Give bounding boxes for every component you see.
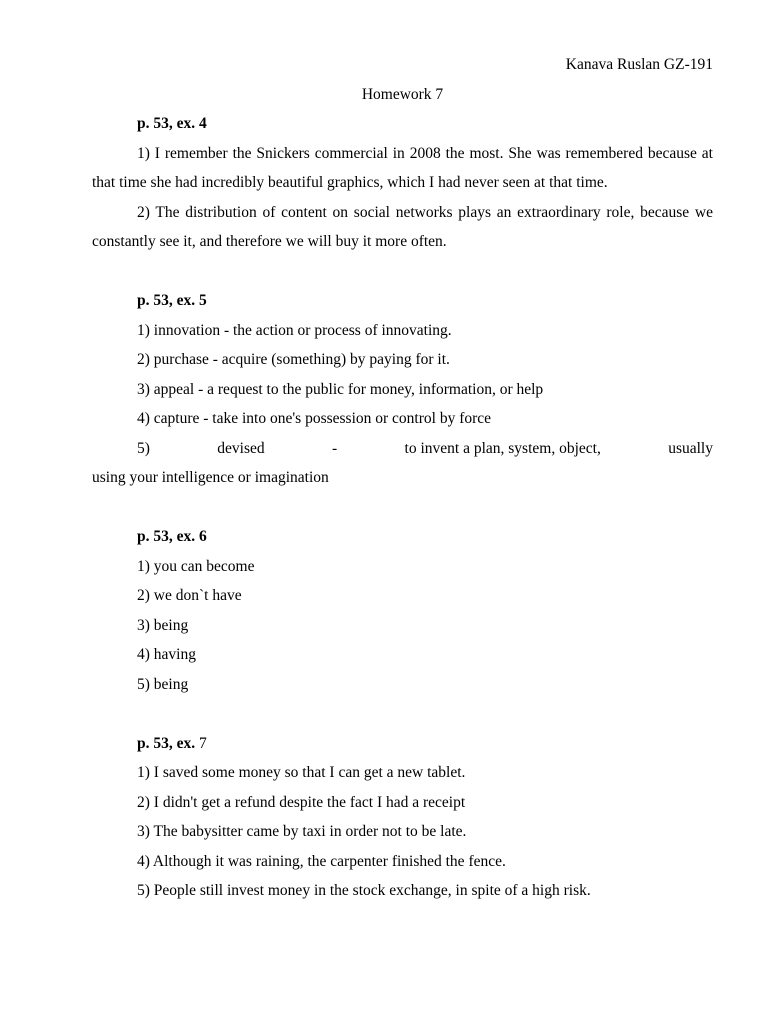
ex5-item-4: 4) capture - take into one's possession or control by force (137, 410, 492, 427)
ex7-item-3: 3) The babysitter came by taxi in order not to be late. (137, 823, 467, 840)
spacer (92, 699, 713, 729)
section-heading-ex7 (92, 729, 713, 759)
ex5-item-1: 1) innovation - the action or process of innovating. (137, 321, 452, 339)
document-title: Homework 7 (361, 85, 444, 103)
heading-ex6-page: p. 53, ex. (137, 528, 196, 545)
ex5-item-5-continuation: using your intelligence or imagination (92, 469, 329, 486)
heading-ex4-page: p. 53, ex. (137, 115, 196, 132)
ex7-item-5: 5) People still invest money in the stock exchange, in spite of a high risk. (137, 882, 591, 899)
ex5-item-3: 3) appeal - a request to the public for money, information, or help (137, 380, 544, 398)
ex7-item-4: 4) Although it was raining, the carpenter finished the fence. (137, 852, 506, 870)
ex5-item-5-def: to invent a plan, system, object, (404, 439, 601, 457)
ex4-item-2: 2) The distribution of content on social networks plays an extraordinary role, because we constantly see it, and therefore we will buy it more often. (92, 203, 713, 250)
heading-ex6-num: 6 (199, 528, 207, 545)
ex6-item-4: 4) having (137, 646, 196, 663)
ex5-item-5-dash: - (332, 439, 338, 457)
ex5-item-5-term: devised (217, 439, 265, 457)
heading-ex5-page: p. 53, ex. (137, 292, 196, 309)
ex6-item-2: 2) we don`t have (137, 587, 242, 604)
ex5-item-5 (92, 434, 713, 464)
ex6-item-3: 3) being (137, 616, 189, 634)
heading-ex7-page: p. 53, ex. (137, 734, 196, 752)
ex6-item-1: 1) you can become (137, 557, 255, 575)
section-heading-ex4 (92, 109, 713, 139)
ex5-item-5-num: 5) (137, 439, 150, 457)
ex5-item-2: 2) purchase - acquire (something) by paying for it. (137, 351, 450, 368)
ex5-item-5-def-end: usually (668, 439, 713, 457)
author-line: Kanava Ruslan GZ-191 (565, 56, 713, 73)
heading-ex7-num: 7 (199, 734, 207, 752)
document-page (92, 50, 713, 906)
spacer (92, 493, 713, 523)
section-heading-ex6 (92, 522, 713, 552)
heading-ex5-num: 5 (199, 292, 207, 309)
section-heading-ex5 (92, 286, 713, 316)
heading-ex4-num: 4 (199, 115, 207, 132)
ex7-item-2: 2) I didn't get a refund despite the fact I had a receipt (137, 793, 466, 811)
ex6-item-5: 5) being (137, 675, 189, 693)
ex7-item-1: 1) I saved some money so that I can get a new tablet. (137, 764, 466, 781)
spacer (92, 257, 713, 287)
ex4-item-1: 1) I remember the Snickers commercial in 2008 the most. She was remembered because at that time she had incredibly beautiful graphics, which I had never seen at that time. (92, 144, 713, 191)
